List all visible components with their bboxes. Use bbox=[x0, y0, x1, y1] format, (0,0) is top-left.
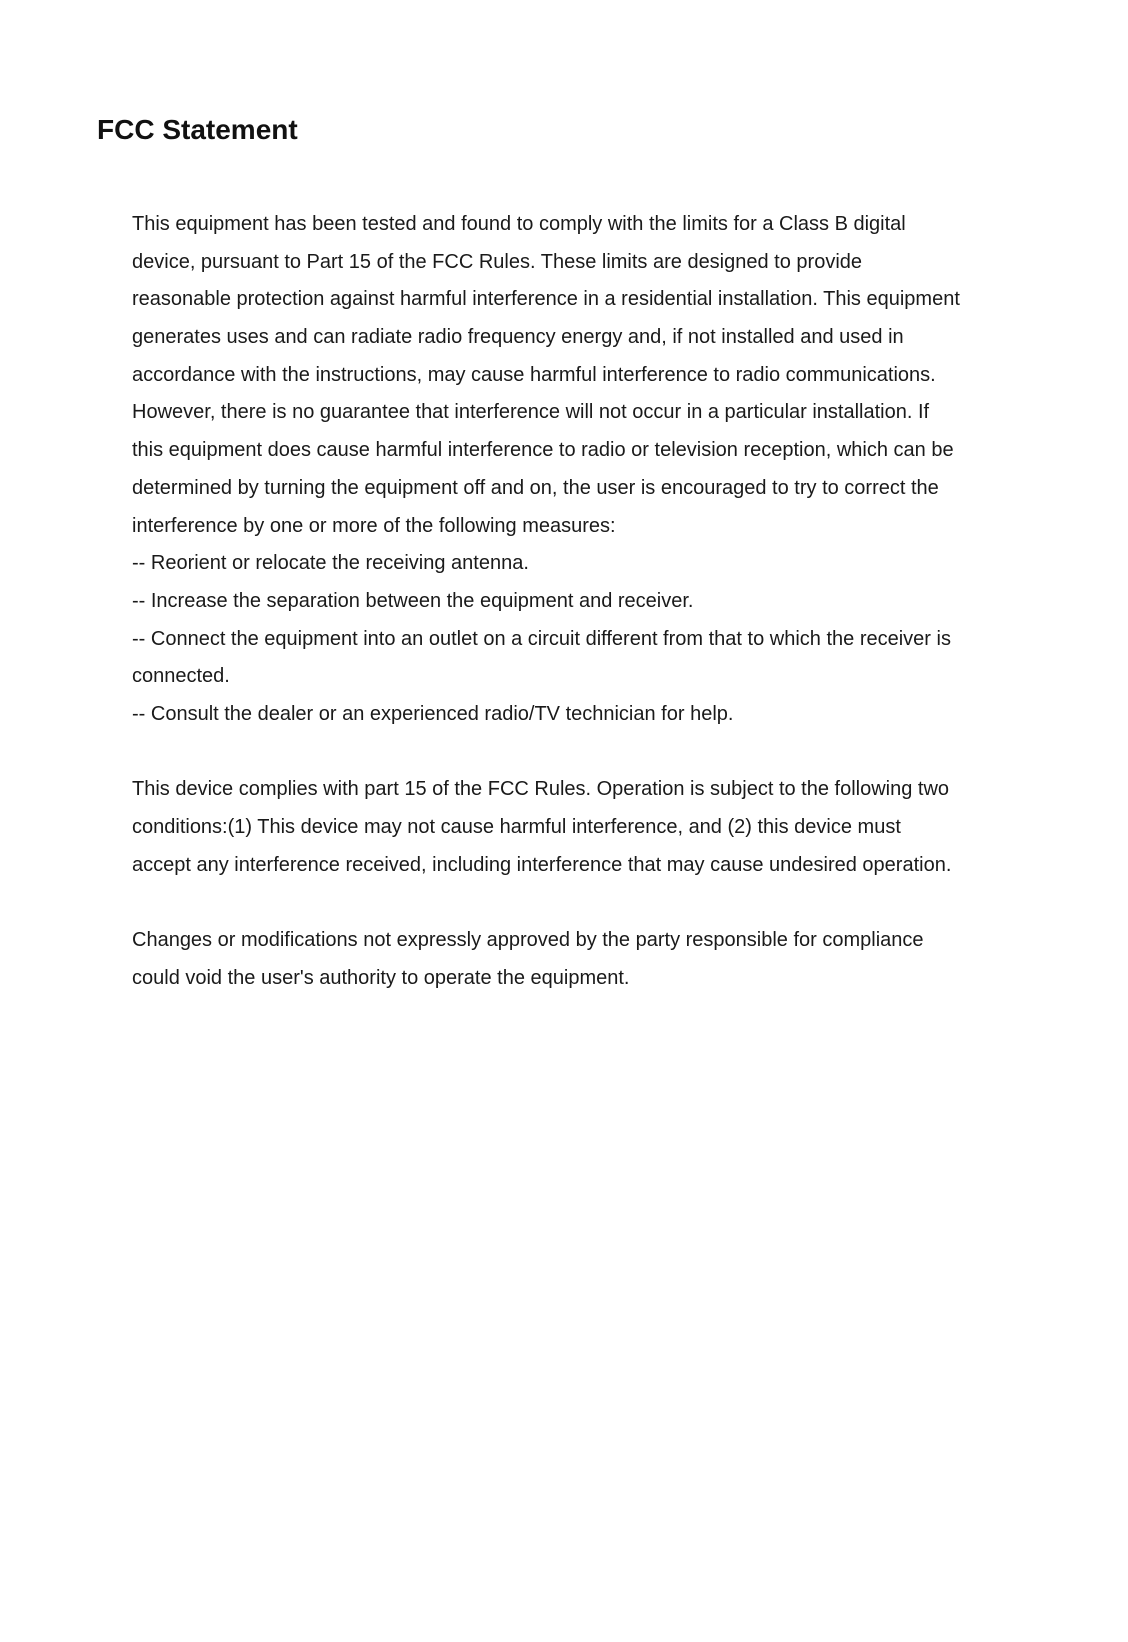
measure-item: -- Increase the separation between the equipment and receiver. bbox=[132, 589, 694, 612]
text-line: accordance with the instructions, may cause harmful interference to radio communications. bbox=[132, 363, 936, 386]
document-body bbox=[132, 206, 1012, 997]
text-line: determined by turning the equipment off and on, the user is encouraged to try to correct the bbox=[132, 476, 939, 499]
text-line: this equipment does cause harmful interference to radio or television reception, which can be bbox=[132, 439, 954, 462]
text-line: However, there is no guarantee that interference will not occur in a particular installation. If bbox=[132, 401, 930, 424]
paragraph-part15-conditions bbox=[132, 771, 1012, 884]
text-line: reasonable protection against harmful interference in a residential installation. This equipment bbox=[132, 288, 960, 311]
measure-item: -- Connect the equipment into an outlet on a circuit different from that to which the receiver is bbox=[132, 627, 951, 650]
text-line: interference by one or more of the following measures: bbox=[132, 514, 616, 537]
text-line: could void the user's authority to operate the equipment. bbox=[132, 966, 630, 989]
measure-item: -- Reorient or relocate the receiving antenna. bbox=[132, 552, 529, 575]
text-line: device, pursuant to Part 15 of the FCC Rules. These limits are designed to provide bbox=[132, 250, 863, 273]
measure-item: -- Consult the dealer or an experienced radio/TV technician for help. bbox=[132, 702, 734, 725]
text-line: This device complies with part 15 of the FCC Rules. Operation is subject to the following two bbox=[132, 778, 950, 801]
text-line: This equipment has been tested and found to comply with the limits for a Class B digital bbox=[132, 213, 906, 235]
text-line: Changes or modifications not expressly approved by the party responsible for compliance bbox=[132, 929, 924, 952]
page-title: FCC Statement bbox=[97, 114, 298, 145]
text-line: generates uses and can radiate radio frequency energy and, if not installed and used in bbox=[132, 326, 904, 349]
measure-item-continuation: connected. bbox=[132, 665, 230, 688]
paragraph-modifications-warning bbox=[132, 922, 1012, 997]
text-line: conditions:(1) This device may not cause harmful interference, and (2) this device must bbox=[132, 816, 901, 838]
paragraph-spacer bbox=[132, 734, 1012, 772]
paragraph-class-b-compliance bbox=[132, 206, 1012, 734]
text-line: accept any interference received, including interference that may cause undesired operation. bbox=[132, 853, 952, 876]
paragraph-spacer bbox=[132, 884, 1012, 922]
